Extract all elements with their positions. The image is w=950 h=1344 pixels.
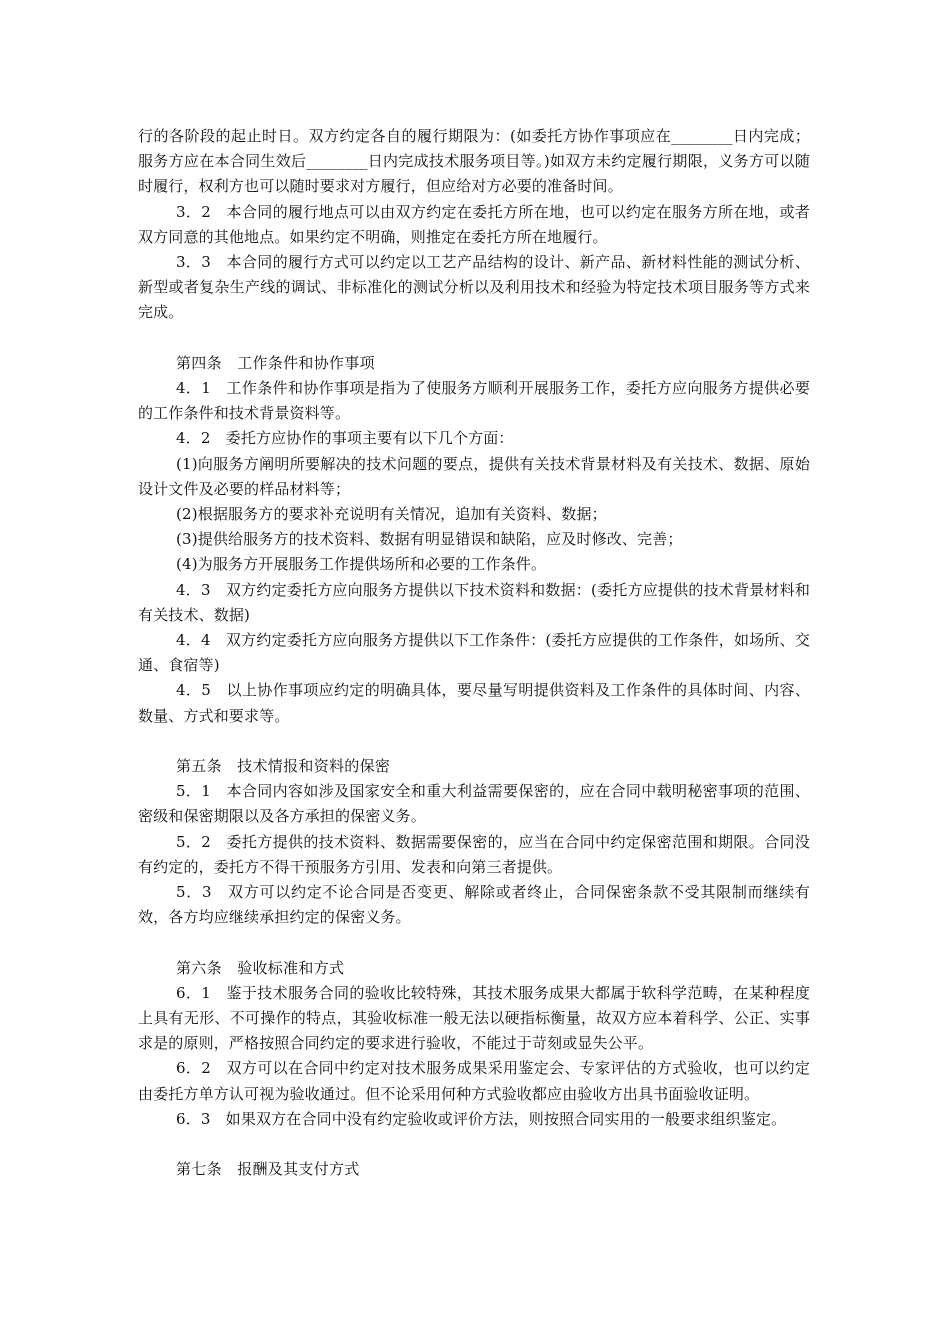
clause-4-4: 4．4 双方约定委托方应向服务方提供以下工作条件：(委托方应提供的工作条件，如场所、交通、食宿等) (138, 631, 810, 675)
section5-heading: 第五条 技术情报和资料的保密 (176, 757, 391, 776)
section6-heading: 第六条 验收标准和方式 (176, 958, 345, 977)
section-spacer (138, 326, 810, 351)
clause-4-5: 4．5 以上协作事项应约定的明确具体，要尽量写明提供资料及工作条件的具体时间、内容、数量、方式和要求等。 (138, 681, 810, 725)
clause-4-2-item-3: (3)提供给服务方的技术资料、数据有明显错误和缺陷，应及时修改、完善； (176, 530, 683, 549)
clause-3-2: 3．2 本合同的履行地点可以由双方约定在委托方所在地，也可以约定在服务方所在地，或者双方同意的其他地点。如果约定不明确，则推定在委托方所在地履行。 (138, 202, 810, 246)
section-spacer (138, 930, 810, 955)
clause-4-2: 4．2 委托方应协作的事项主要有以下几个方面： (176, 429, 514, 448)
clause-6-1: 6．1 鉴于技术服务合同的验收比较特殊，其技术服务成果大都属于软科学范畴，在某种程度上具有无形、不可操作的特点，其验收标准一般无法以硬指标衡量，故双方应本着科学、公正、实事求是的原则，严格按照合同约定的要求进行验收，不能过于苛刻或显失公平。 (138, 983, 810, 1053)
clause-5-1: 5．1 本合同内容如涉及国家安全和重大利益需要保密的，应在合同中载明秘密事项的范围、密级和保密期限以及各方承担的保密义务。 (138, 782, 810, 826)
clause-4-2-item-1: (1)向服务方阐明所要解决的技术问题的要点，提供有关技术背景材料及有关技术、数据、原始设计文件及必要的样品材料等； (138, 454, 810, 498)
clause-4-2-item-4: (4)为服务方开展服务工作提供场所和必要的工作条件。 (176, 555, 547, 574)
clause-4-1: 4．1 工作条件和协作事项是指为了使服务方顺利开展服务工作，委托方应向服务方提供必要的工作条件和技术背景资料等。 (138, 379, 810, 423)
clause-6-2: 6．2 双方可以在合同中约定对技术服务成果采用鉴定会、专家评估的方式验收，也可以约定由委托方单方认可视为验收通过。但不论采用何种方式验收都应由验收方出具书面验收证明。 (138, 1059, 810, 1103)
document-page (138, 124, 810, 1182)
section-spacer (138, 729, 810, 754)
clause-4-2-item-2: (2)根据服务方的要求补充说明有关情况，追加有关资料、数据； (176, 505, 607, 524)
clause-5-3: 5．3 双方可以约定不论合同是否变更、解除或者终止，合同保密条款不受其限制而继续有效，各方均应继续承担约定的保密义务。 (138, 883, 810, 927)
section4-heading: 第四条 工作条件和协作事项 (176, 353, 375, 372)
section3-performance-period-paragraph: 行的各阶段的起止时日。双方约定各自的履行期限为：(如委托方协作事项应在________日内完成；服务方应在本合同生效后________日内完成技术服务项目等。)如双方未约定履行期限，义务方可以随时履行，权利方也可以随时要求对方履行，但应给对方必要的准备时间。 (138, 127, 810, 196)
clause-4-3: 4．3 双方约定委托方应向服务方提供以下技术资料和数据：(委托方应提供的技术背景材料和有关技术、数据) (138, 580, 810, 624)
clause-5-2: 5．2 委托方提供的技术资料、数据需要保密的，应当在合同中约定保密范围和期限。合同没有约定的，委托方不得干预服务方引用、发表和向第三者提供。 (138, 832, 810, 876)
clause-3-3: 3．3 本合同的履行方式可以约定以工艺产品结构的设计、新产品、新材料性能的测试分析、新型或者复杂生产线的调试、非标准化的测试分析以及利用技术和经验为特定技术项目服务等方式来完成。 (138, 253, 810, 322)
clause-6-3: 6．3 如果双方在合同中没有约定验收或评价方法，则按照合同实用的一般要求组织鉴定。 (176, 1109, 787, 1128)
section7-heading: 第七条 报酬及其支付方式 (176, 1160, 360, 1179)
section-spacer (138, 1132, 810, 1157)
